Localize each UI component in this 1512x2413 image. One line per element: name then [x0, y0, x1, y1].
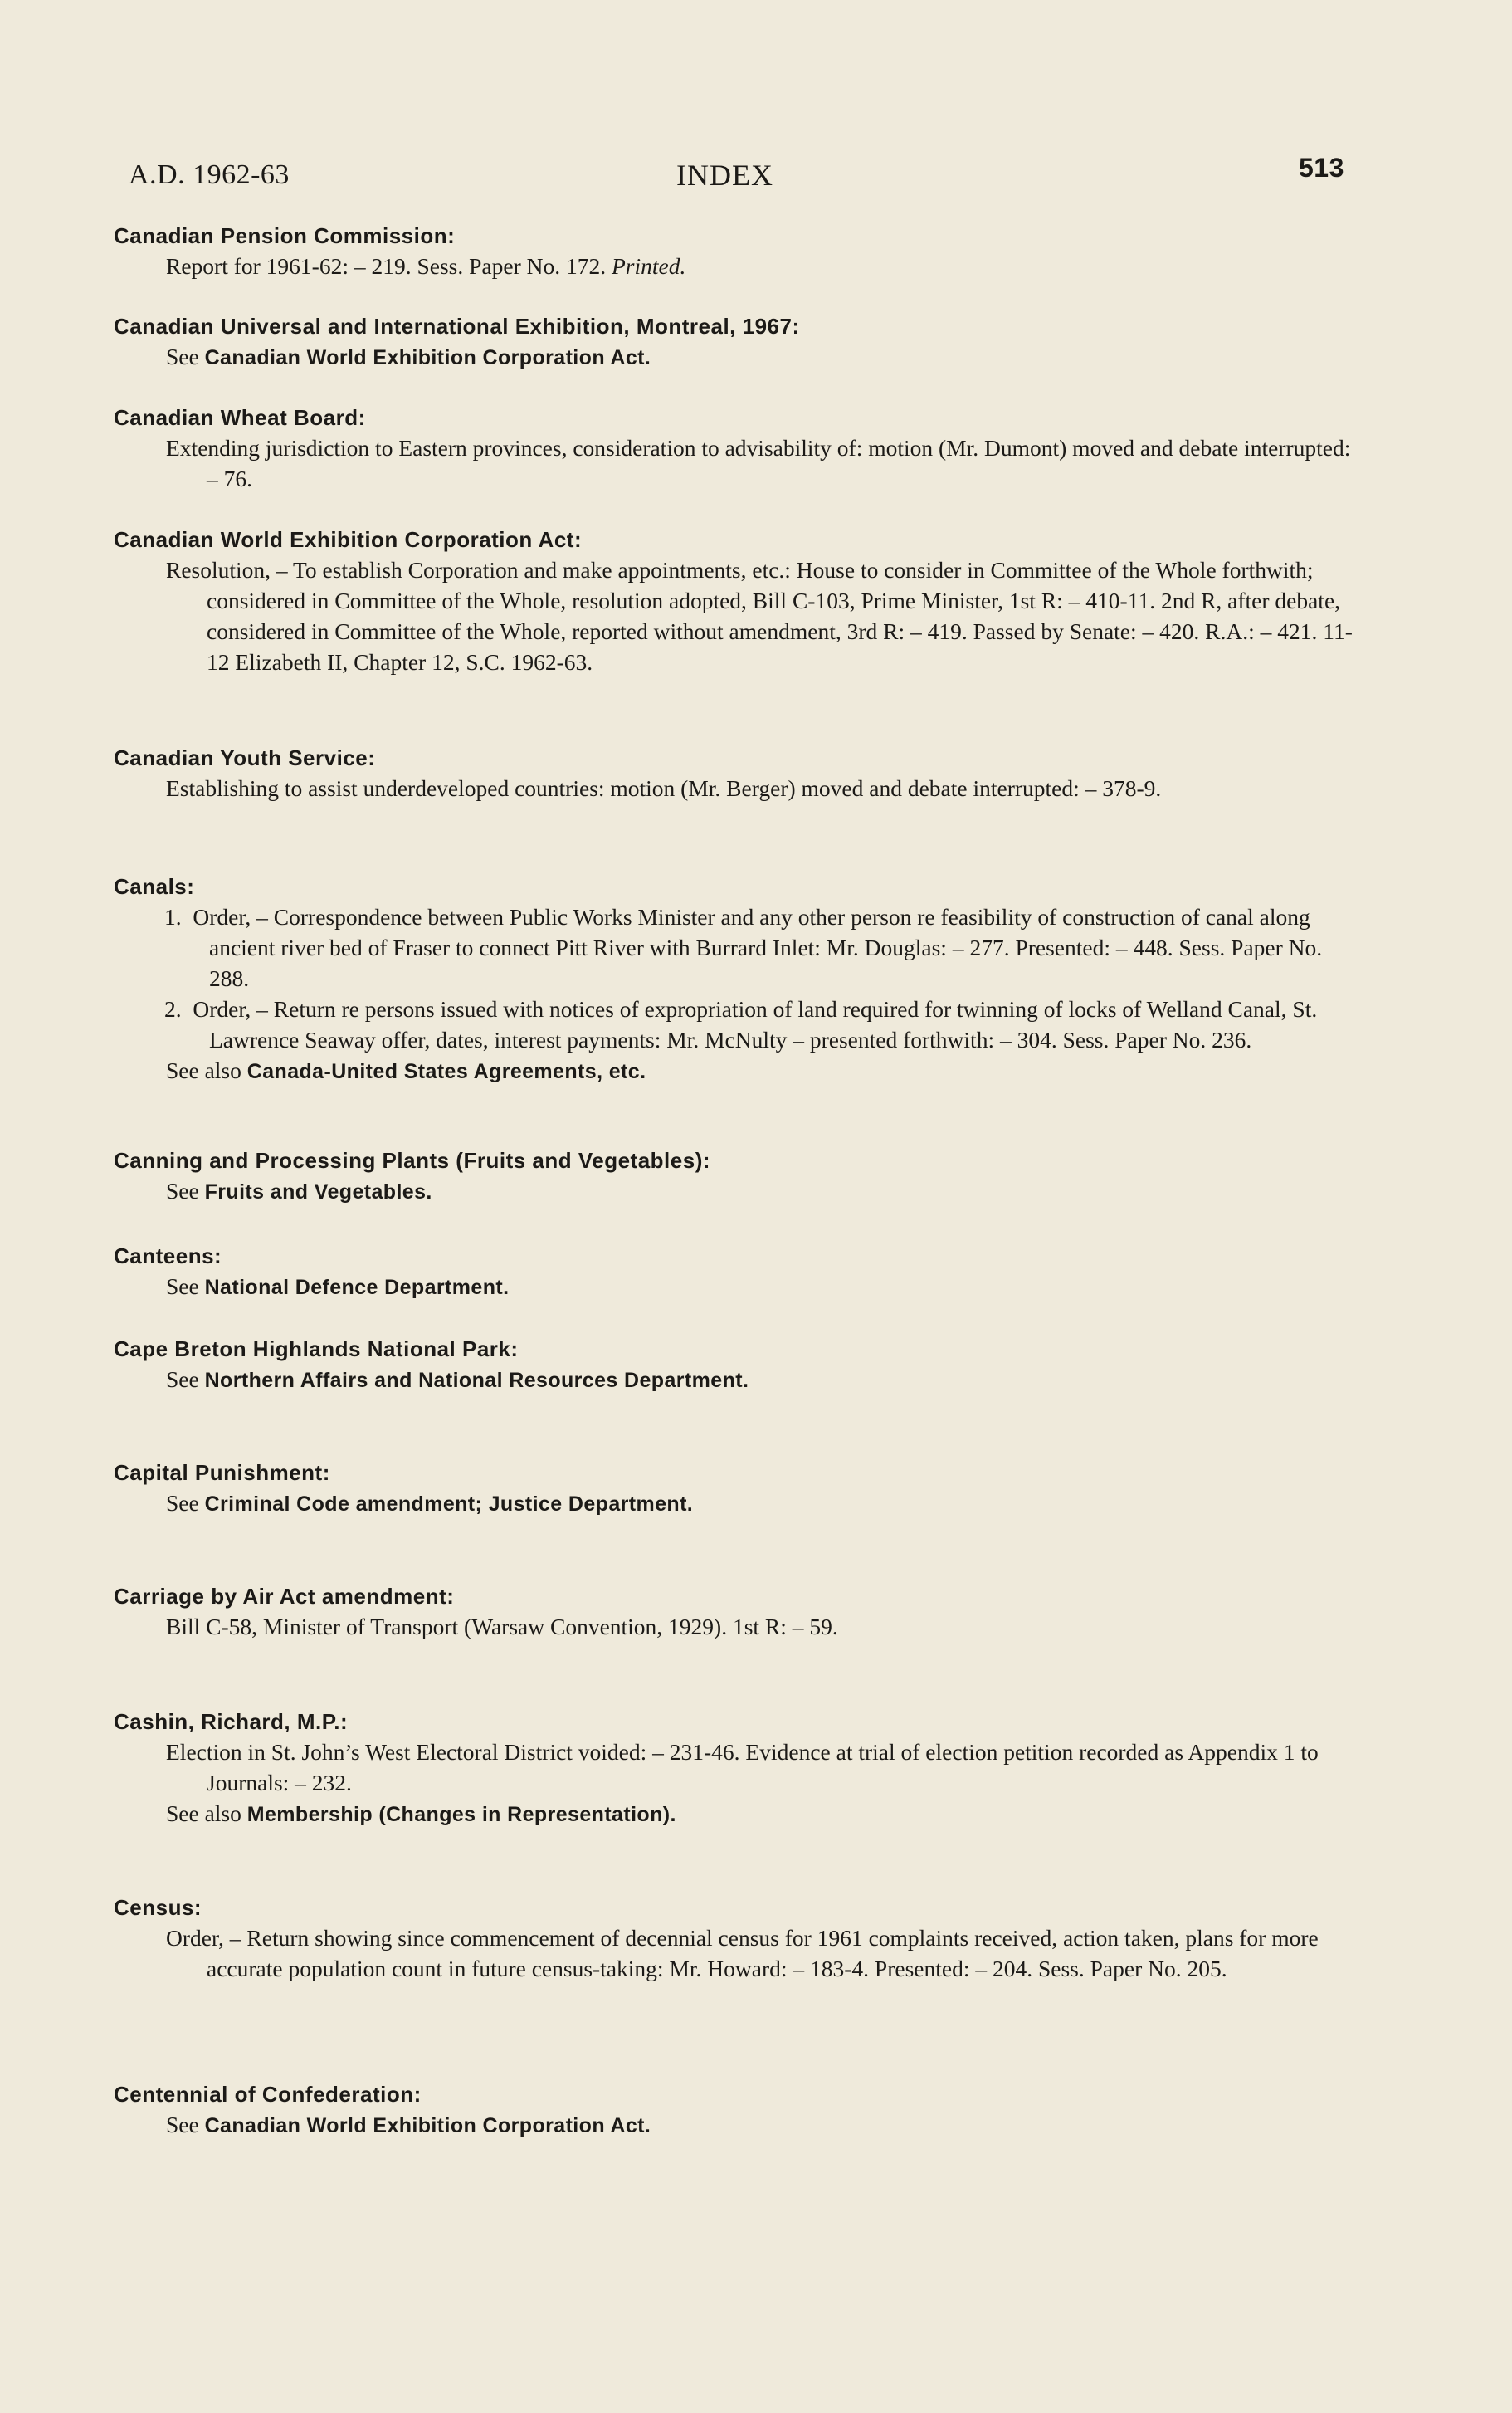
header-session-years: A.D. 1962-63	[129, 159, 290, 190]
index-entry	[114, 1334, 1358, 1396]
index-entry	[114, 221, 1358, 281]
index-entry	[114, 1893, 1358, 1984]
item-text: Order, – Correspondence between Public Works Minister and any other person re feasibility of construction of canal along ancient river bed of Fraser to connect Pitt River with Burrard Inlet: Mr. Douglas: – 277. Presented: – 448. Sess. Paper No. 288.	[193, 904, 1323, 991]
item-number: 1.	[164, 904, 182, 930]
index-entry	[114, 311, 1358, 374]
entry-heading: Canals:	[114, 874, 195, 899]
entry-see	[114, 341, 1358, 374]
entry-heading: Canadian Universal and International Exhibition, Montreal, 1967:	[114, 314, 800, 339]
see-reference: Canadian World Exhibition Corporation Act.	[204, 346, 651, 369]
see-reference: Membership (Changes in Representation).	[246, 1803, 676, 1826]
entry-see	[114, 1798, 1358, 1830]
entry-see	[114, 1364, 1358, 1396]
entry-heading: Census:	[114, 1895, 202, 1920]
entry-heading: Canadian Pension Commission:	[114, 223, 456, 248]
see-prefix: See also	[166, 1800, 241, 1826]
entry-text: Extending jurisdiction to Eastern provinces, consideration to advisability of: motion (Mr. Dumont) moved and debate interrupted: – 76.	[166, 435, 1351, 491]
entry-see	[114, 1175, 1358, 1208]
index-entry	[114, 403, 1358, 494]
entry-heading: Centennial of Confederation:	[114, 2082, 422, 2107]
index-entry	[114, 1145, 1358, 1208]
entry-heading: Cashin, Richard, M.P.:	[114, 1709, 349, 1734]
index-entry	[114, 1241, 1358, 1303]
entry-text: Bill C-58, Minister of Transport (Warsaw Convention, 1929). 1st R: – 59.	[166, 1614, 838, 1639]
entry-text: Resolution, – To establish Corporation and make appointments, etc.: House to consider in Committee of the Whole forthwith; considered in Committee of the Whole, resolution adopted, Bill C-103, Prime Minister, 1st R: – 410-11. 2nd R, after debate, considered in Committee of the Whole, reported without amendment, 3rd R: – 419. Passed by Senate: – 420. R.A.: – 421. 11-12 Elizabeth II, Chapter 12, S.C. 1962-63.	[166, 557, 1353, 675]
see-prefix: See	[166, 344, 199, 369]
entry-text-italic: Printed.	[611, 253, 686, 279]
index-entry	[114, 1458, 1358, 1520]
entry-text	[114, 251, 1358, 281]
see-prefix: See	[166, 1178, 199, 1204]
item-number: 2.	[164, 996, 182, 1022]
see-prefix: See also	[166, 1058, 241, 1083]
see-reference: National Defence Department.	[204, 1276, 510, 1299]
entry-heading: Canteens:	[114, 1243, 222, 1268]
entry-heading: Canadian Wheat Board:	[114, 405, 366, 430]
entry-text: Establishing to assist underdeveloped countries: motion (Mr. Berger) moved and debate interrupted: – 378-9.	[166, 775, 1162, 801]
item-text: Order, – Return re persons issued with notices of expropriation of land required for twinning of locks of Welland Canal, St. Lawrence Seaway offer, dates, interest payments: Mr. McNulty – presented forthwith: – 304. Sess. Paper No. 236.	[193, 996, 1318, 1053]
entry-text-line: Report for 1961-62: – 219. Sess. Paper No. 172.	[166, 253, 607, 279]
entry-text: Order, – Return showing since commencement of decennial census for 1961 complaints received, action taken, plans for more accurate population count in future census-taking: Mr. Howard: – 183-4. Presented: – 204. Sess. Paper No. 205.	[166, 1925, 1319, 1981]
index-entry	[114, 2079, 1358, 2142]
list-item	[114, 901, 1358, 994]
entry-see	[114, 1055, 1358, 1087]
index-entry	[114, 743, 1358, 804]
see-reference: Fruits and Vegetables.	[204, 1180, 432, 1204]
entry-heading: Canadian World Exhibition Corporation Act:	[114, 527, 583, 552]
see-reference: Canada-United States Agreements, etc.	[246, 1060, 646, 1083]
see-prefix: See	[166, 1490, 199, 1516]
entry-see	[114, 2109, 1358, 2142]
entry-heading: Cape Breton Highlands National Park:	[114, 1336, 519, 1361]
see-reference: Criminal Code amendment; Justice Department.	[204, 1492, 694, 1516]
index-entry	[114, 872, 1358, 1087]
entry-see	[114, 1487, 1358, 1520]
list-item	[114, 994, 1358, 1055]
entry-text: Election in St. John’s West Electoral District voided: – 231-46. Evidence at trial of election petition recorded as Appendix 1 to Journals: – 232.	[166, 1739, 1319, 1795]
see-reference: Canadian World Exhibition Corporation Act.	[204, 2114, 651, 2137]
entry-heading: Canning and Processing Plants (Fruits and Vegetables):	[114, 1148, 711, 1173]
entry-heading: Carriage by Air Act amendment:	[114, 1584, 455, 1609]
index-entry	[114, 1707, 1358, 1830]
header-title: INDEX	[676, 159, 773, 192]
entry-see	[114, 1271, 1358, 1303]
index-entry	[114, 525, 1358, 677]
entry-heading: Capital Punishment:	[114, 1460, 330, 1485]
entry-heading: Canadian Youth Service:	[114, 745, 376, 770]
see-prefix: See	[166, 2112, 199, 2137]
see-prefix: See	[166, 1366, 199, 1392]
see-prefix: See	[166, 1273, 199, 1299]
see-reference: Northern Affairs and National Resources Department.	[204, 1369, 749, 1392]
index-entry	[114, 1581, 1358, 1642]
page-number: 513	[1299, 153, 1344, 183]
